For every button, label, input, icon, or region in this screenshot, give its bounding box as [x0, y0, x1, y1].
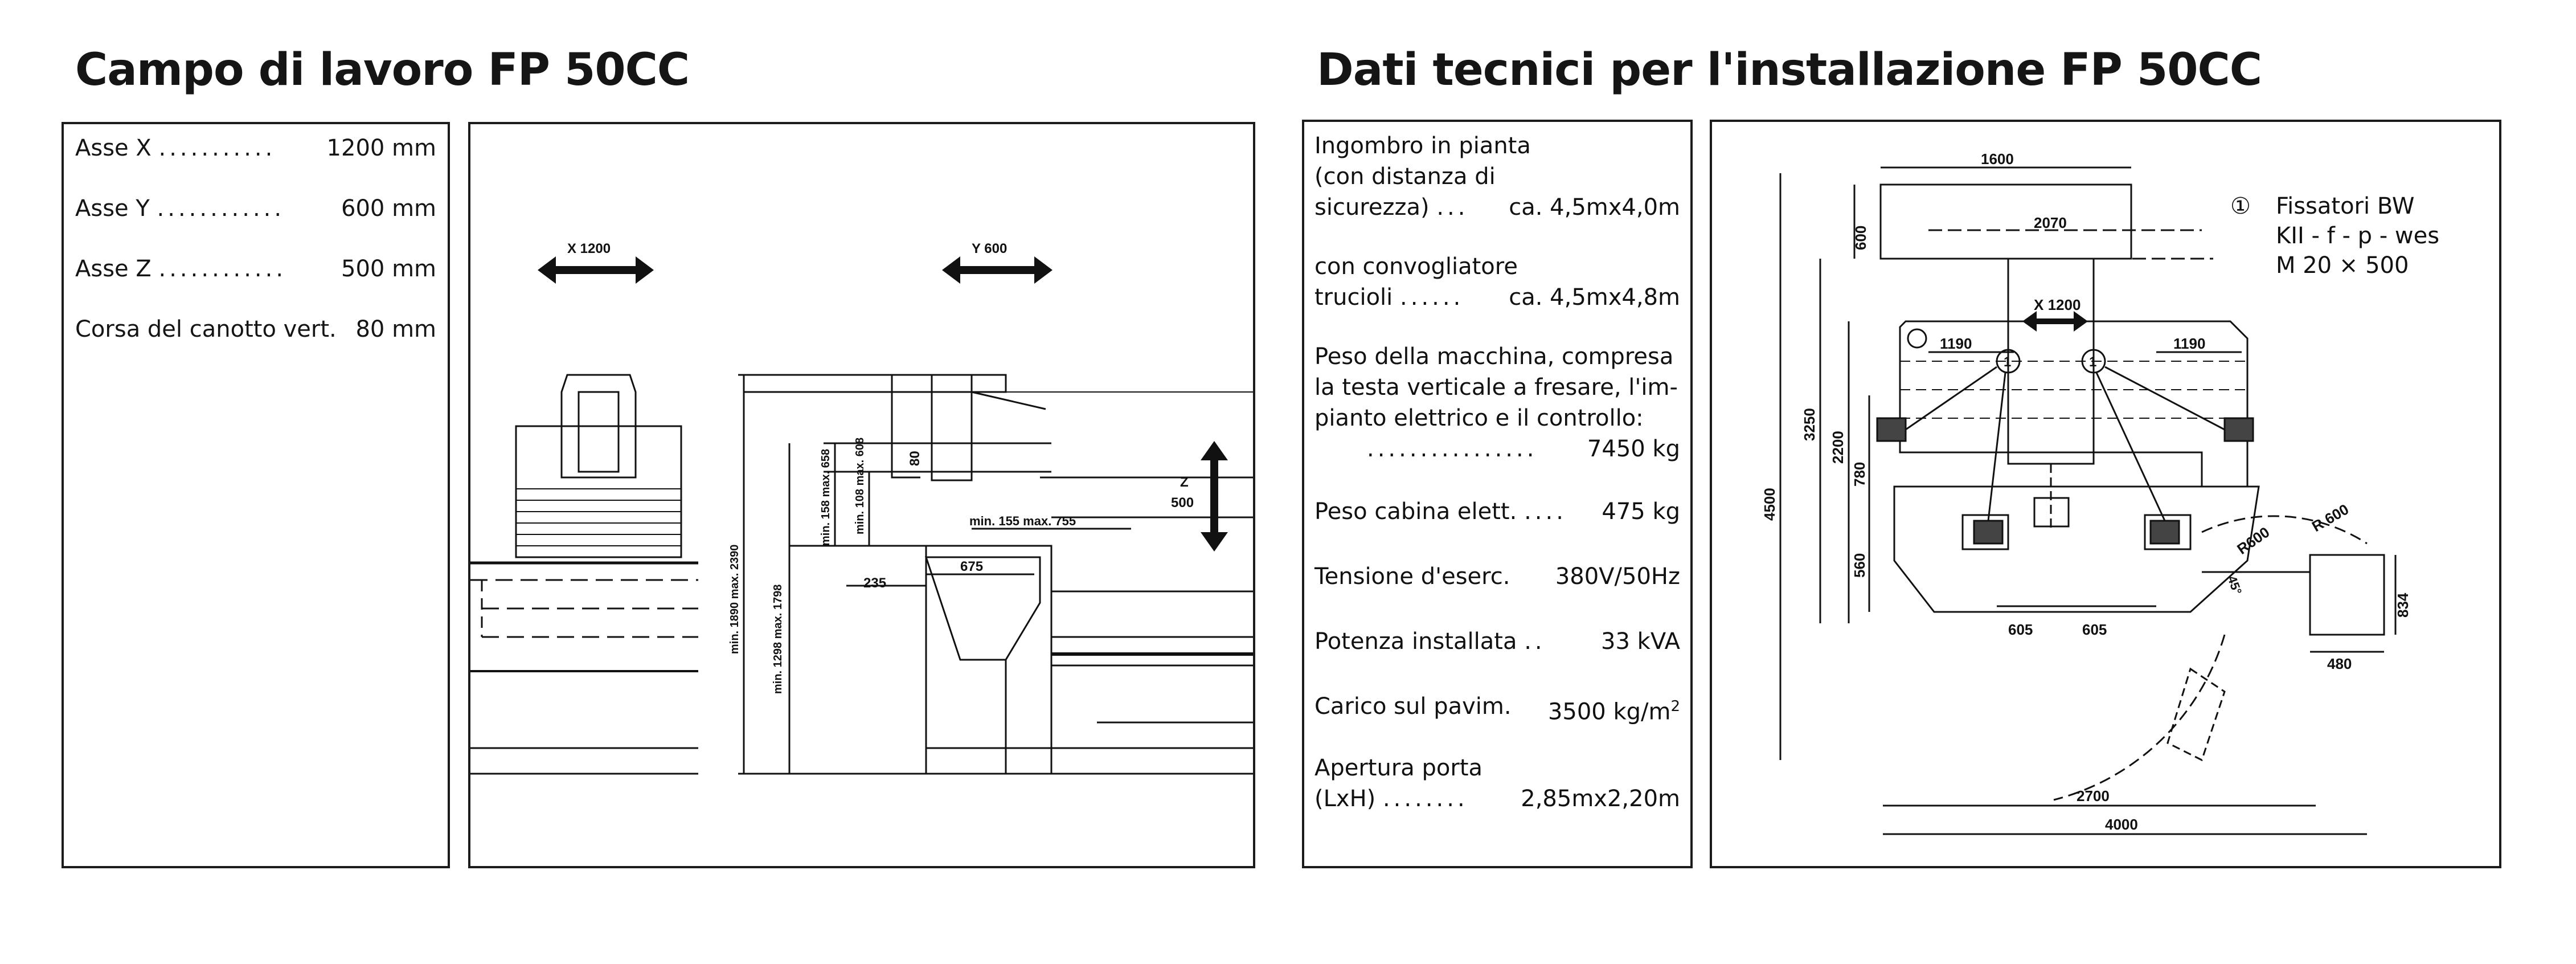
quill-travel-value: 80 mm [355, 316, 436, 342]
chip-conveyor-line-2: trucioli ...... [1314, 284, 1464, 311]
footprint-line-3: sicurezza) ... [1314, 194, 1469, 220]
y-travel-label: Y 600 [972, 241, 1008, 256]
machine-weight-value: 7450 kg [1587, 436, 1680, 462]
power-value: 33 kVA [1601, 628, 1680, 655]
plan-view-drawing [1712, 122, 2499, 866]
radius-600-a: R600 [2234, 523, 2273, 558]
dim-1890-2390: min. 1890 max. 2390 [728, 544, 741, 654]
callout-left-number: 1 [2004, 354, 2012, 370]
machine-weight-line-2: la testa verticale a fresare, l'im- [1314, 374, 1678, 401]
machine-base [1894, 487, 2259, 612]
z-travel-label-value: 500 [1171, 495, 1194, 510]
machine-elevation-drawing [470, 124, 1253, 866]
voltage-value: 380V/50Hz [1555, 563, 1680, 590]
power-label: Potenza installata .. [1314, 628, 1546, 655]
dim-480: 480 [2327, 655, 2352, 672]
legend-line-3: M 20 × 500 [2276, 252, 2409, 279]
dim-834: 834 [2394, 593, 2411, 618]
dim-2070: 2070 [2034, 214, 2067, 231]
machine-weight-line-1: Peso della macchina, compresa [1314, 344, 1674, 370]
door-opening-line-1: Apertura porta [1314, 755, 1483, 781]
machine-weight-line-3: pianto elettrico e il controllo: [1314, 405, 1644, 431]
axes-panel [62, 122, 450, 868]
door-opening-value: 2,85mx2,20m [1521, 786, 1680, 812]
door-opening-line-2: (LxH) ........ [1314, 786, 1468, 812]
axis-y-label: Asse Y ............ [75, 195, 285, 222]
voltage-label: Tensione d'eserc. [1314, 563, 1510, 590]
footprint-value: ca. 4,5mx4,0m [1509, 194, 1680, 220]
dim-4000: 4000 [2105, 816, 2138, 833]
axis-z-value: 500 mm [341, 256, 436, 282]
axis-z-label: Asse Z ............ [75, 256, 287, 282]
electrical-cabinet [2310, 555, 2384, 635]
footprint-line-2: (con distanza di [1314, 164, 1496, 190]
dim-1190-right: 1190 [2173, 335, 2206, 352]
dim-675: 675 [960, 559, 984, 574]
dim-780: 780 [1851, 461, 1868, 487]
axis-y-row [75, 193, 436, 224]
axis-z-row [75, 253, 436, 285]
dim-4500: 4500 [1761, 488, 1778, 521]
dim-605-right: 605 [2082, 621, 2107, 638]
dim-1298-1798: min. 1298 max. 1798 [772, 584, 784, 694]
side-view-spindle-head [932, 375, 972, 480]
machine-weight-dots: ................ [1367, 436, 1538, 462]
quill-travel-row [75, 313, 436, 345]
front-view-column [516, 426, 681, 557]
footprint-line-1: Ingombro in pianta [1314, 133, 1531, 159]
dim-235: 235 [863, 575, 887, 591]
radius-600-b: R 600 [2309, 500, 2352, 536]
chip-conveyor-value: ca. 4,5mx4,8m [1509, 284, 1680, 311]
dim-158-658: min. 158 max. 658 [820, 448, 832, 546]
right-section-title: Dati tecnici per l'installazione FP 50CC [1317, 44, 2262, 96]
dim-605-left: 605 [2008, 621, 2033, 638]
chip-conveyor-line-1: con convogliatore [1314, 254, 1518, 280]
legend-line-1: Fissatori BW [2276, 193, 2415, 219]
dim-560: 560 [1851, 553, 1868, 578]
axis-y-value: 600 mm [341, 195, 436, 222]
dim-2200: 2200 [1829, 431, 1846, 464]
working-area-drawing-panel [468, 122, 1255, 868]
axis-x-value: 1200 mm [326, 135, 436, 161]
dim-108-608: min. 108 max. 608 [854, 437, 866, 534]
dim-155-755: min. 155 max. 755 [969, 514, 1076, 528]
left-section-title: Campo di lavoro FP 50CC [75, 44, 690, 96]
cabinet-weight-label: Peso cabina elett. .... [1314, 499, 1567, 525]
top-cabinet [1881, 185, 2131, 259]
axis-x-label: Asse X ........... [75, 135, 276, 161]
z-travel-label-z: Z [1180, 475, 1189, 490]
dim-600: 600 [1852, 225, 1869, 250]
callout-right-number: 1 [2089, 354, 2097, 370]
plan-x-travel-label: X 1200 [2034, 296, 2081, 313]
dim-3250: 3250 [1801, 408, 1818, 441]
legend-marker: ① [2230, 193, 2251, 219]
installation-plan-panel [1710, 120, 2501, 868]
quill-travel-dim: 80 [907, 451, 923, 466]
axis-x-row [75, 132, 436, 164]
dim-2700: 2700 [2077, 787, 2110, 804]
quill-travel-label: Corsa del canotto vert. [75, 316, 337, 342]
dim-1600: 1600 [1981, 150, 2014, 168]
floor-load-value: 3500 $kg/m^2$ [1547, 698, 1680, 725]
angle-45: 45° [2225, 574, 2245, 597]
floor-load-label: Carico sul pavim. [1314, 693, 1512, 720]
legend-line-2: KII - f - p - wes [2276, 223, 2440, 249]
cabinet-weight-value: 475 kg [1602, 499, 1680, 525]
tech-data-panel [1302, 120, 1693, 868]
x-travel-label: X 1200 [567, 241, 611, 256]
dim-1190-left: 1190 [1940, 335, 1972, 352]
